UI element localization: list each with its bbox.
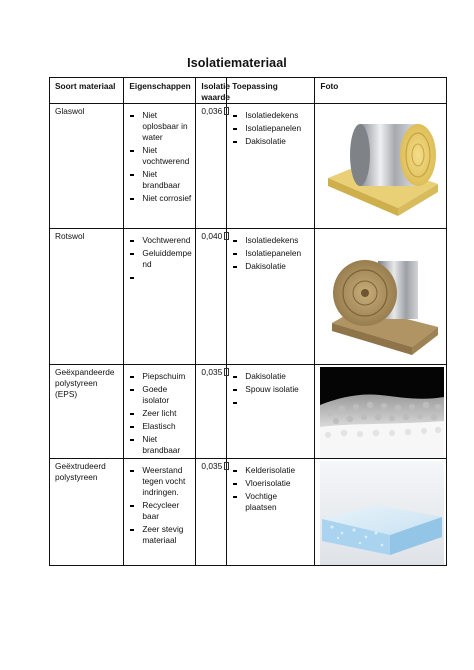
table-row [50,365,447,459]
table-row [50,229,447,365]
application-item: Isolatiepanelen [232,123,310,134]
table-header-row [50,78,447,104]
property-item: Zeer licht [129,408,191,419]
application-item: Dakisolatie [232,136,310,147]
value-cell [196,459,227,566]
application-item: Spouw isolatie [232,384,310,395]
application-item: Dakisolatie [232,261,310,272]
property-item: Recycleer baar [129,500,191,522]
property-item: Niet brandbaar [129,169,191,191]
rock-wool-roll-icon [320,231,444,364]
eps-foam-icon [320,367,444,458]
application-item: Kelderisolatie [232,465,310,476]
table-row [50,104,447,229]
header-material: Soort materiaal [50,78,124,104]
missing-glyph-icon [224,232,229,240]
header-properties: Eigenschappen [124,78,196,104]
property-item: Goede isolator [129,384,191,406]
photo-cell [315,459,447,566]
property-item: Niet brandbaar [129,434,191,456]
property-item: Geluiddempe nd [129,248,191,270]
material-cell: Glaswol [50,104,124,229]
photo-cell [315,229,447,365]
property-item: Elastisch [129,421,191,432]
property-item: Vochtwerend [129,235,191,246]
property-item: Niet oplosbaar in water [129,110,191,143]
application-item: Dakisolatie [232,371,310,382]
property-item: Weerstand tegen vocht indringen. [129,465,191,498]
xps-board-icon [320,461,444,565]
page-title: Isolatiemateriaal [187,56,287,70]
table-row [50,459,447,566]
value-cell [196,229,227,365]
property-item: Zeer stevig materiaal [129,524,191,546]
missing-glyph-icon [224,462,229,470]
application-item: Isolatiepanelen [232,248,310,259]
value-cell [196,365,227,459]
application-item [232,397,310,408]
insulation-value: 0,040 [201,231,223,241]
glass-wool-roll-icon [320,106,444,228]
insulation-value: 0,036 [201,106,223,116]
properties-cell [124,365,196,459]
application-item: Isolatiedekens [232,235,310,246]
application-item: Vloerisolatie [232,478,310,489]
photo-cell [315,104,447,229]
header-value: Isolatie waarde [196,78,227,104]
application-item: Isolatiedekens [232,110,310,121]
material-cell: Geëxtrudeerd polystyreen [50,459,124,566]
properties-cell [124,459,196,566]
value-cell [196,104,227,229]
photo-cell [315,365,447,459]
property-item [129,272,191,283]
application-cell [227,229,315,365]
insulation-table [49,77,447,566]
application-item: Vochtige plaatsen [232,491,310,513]
property-item: Niet corrosief [129,193,191,204]
insulation-value: 0,035 [201,461,223,471]
properties-cell [124,229,196,365]
insulation-value: 0,035 [201,367,223,377]
missing-glyph-icon [224,368,229,376]
property-item: Piepschuim [129,371,191,382]
application-cell [227,104,315,229]
missing-glyph-icon [224,107,229,115]
property-item: Niet vochtwerend [129,145,191,167]
material-cell: Rotswol [50,229,124,365]
material-cell: Geëxpandeerde polystyreen (EPS) [50,365,124,459]
properties-cell [124,104,196,229]
application-cell [227,459,315,566]
application-cell [227,365,315,459]
header-photo: Foto [315,78,447,104]
header-application: Toepassing [227,78,315,104]
